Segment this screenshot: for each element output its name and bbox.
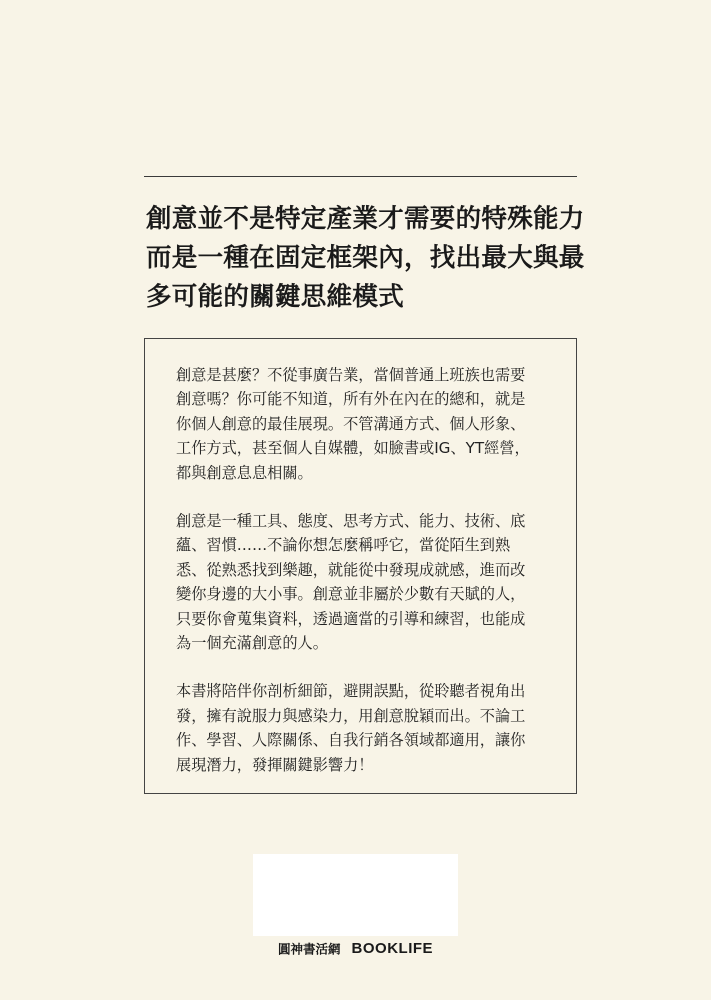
top-divider — [144, 176, 577, 177]
blurb-line: 你個人創意的最佳展現。不管溝通方式、個人形象、 — [176, 414, 526, 433]
headline-line: 而是一種在固定框架內，找出最大與最 — [146, 243, 585, 273]
blurb-line: 蘊、習慣……不論你想怎麼稱呼它，當從陌生到熟 — [176, 536, 511, 555]
publisher-name-en: BOOKLIFE — [351, 940, 434, 957]
blurb-text — [176, 363, 556, 801]
publisher-logo — [0, 938, 711, 958]
headline-line: 多可能的關鍵思維模式 — [146, 282, 405, 312]
blurb-line: 發，擁有說服力與感染力，用創意脫穎而出。不論工 — [176, 706, 526, 725]
blurb-line: 創意是一種工具、態度、思考方式、能力、技術、底 — [176, 512, 526, 531]
blurb-line: 展現潛力，發揮關鍵影響力！ — [176, 755, 374, 774]
blurb-line: 作、學習、人際關係、自我行銷各領域都適用，讓你 — [176, 731, 526, 750]
headline — [146, 200, 586, 317]
headline-line: 創意並不是特定產業才需要的特殊能力 — [146, 204, 585, 234]
blurb-line: 變你身邊的大小事。創意並非屬於少數有天賦的人， — [176, 585, 526, 604]
blurb-paragraph — [176, 363, 556, 485]
barcode-placeholder — [253, 854, 458, 936]
blurb-line: 只要你會蒐集資料，透過適當的引導和練習，也能成 — [176, 609, 526, 628]
blurb-paragraph — [176, 679, 556, 777]
blurb-line: 創意是甚麼？不從事廣告業，當個普通上班族也需要 — [176, 366, 526, 384]
blurb-line: 都與創意息息相關。 — [176, 463, 313, 482]
publisher-name-cn: 圓神書活網 — [277, 941, 341, 957]
blurb-line: 工作方式，甚至個人自媒體，如臉書或IG、YT經營， — [176, 439, 530, 458]
blurb-paragraph — [176, 509, 556, 655]
blurb-line: 為一個充滿創意的人。 — [176, 634, 328, 653]
blurb-line: 本書將陪伴你剖析細節，避開誤點，從聆聽者視角出 — [176, 682, 526, 701]
blurb-box — [144, 338, 577, 794]
blurb-line: 創意嗎？你可能不知道，所有外在內在的總和，就是 — [176, 390, 526, 409]
blurb-line: 悉、從熟悉找到樂趣，就能從中發現成就感，進而改 — [176, 560, 526, 579]
